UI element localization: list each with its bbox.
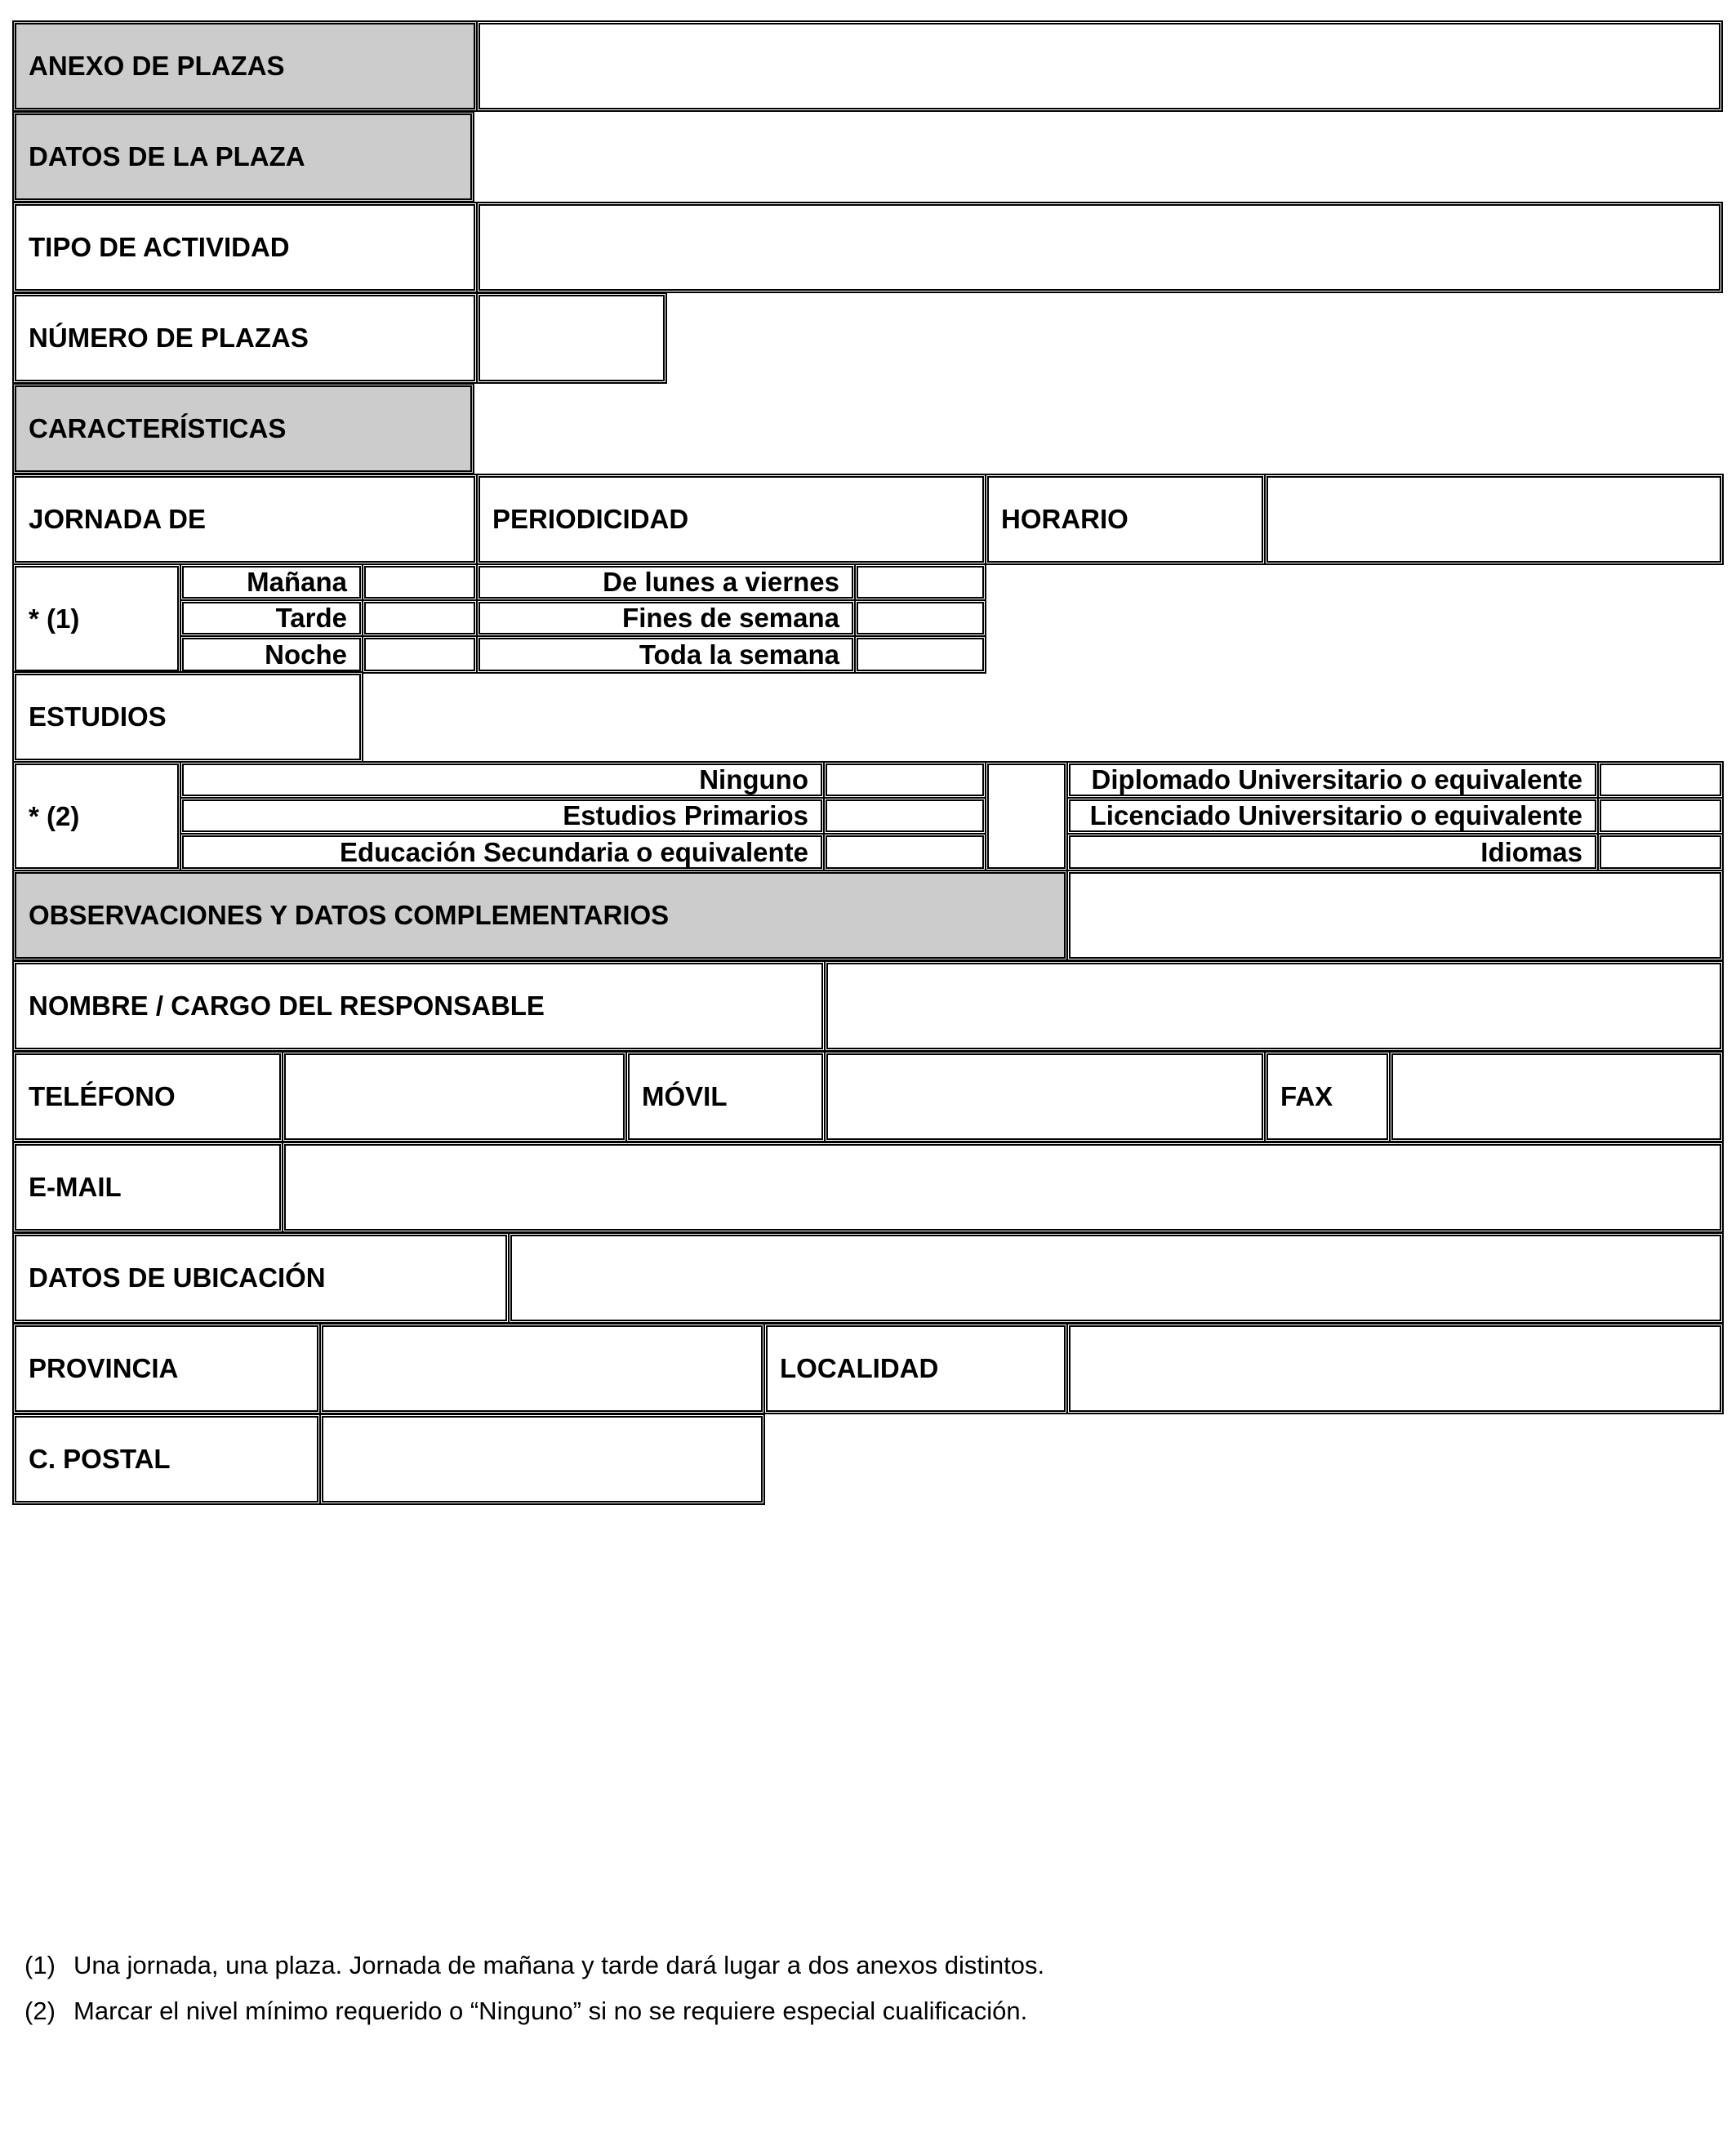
estudios-idiomas-checkbox[interactable] xyxy=(1597,833,1724,871)
estudios-primarios-checkbox[interactable] xyxy=(823,797,986,835)
localidad-label: LOCALIDAD xyxy=(780,1353,939,1383)
horario-field[interactable] xyxy=(1264,474,1724,565)
footnote-1 xyxy=(24,1951,1044,1980)
estudios-option-licenciado-label: Licenciado Universitario o equivalente xyxy=(1089,800,1582,830)
jornada-option-manana-label: Mañana xyxy=(247,567,347,597)
anexo-de-plazas-label: ANEXO DE PLAZAS xyxy=(29,51,285,81)
observaciones-label: OBSERVACIONES Y DATOS COMPLEMENTARIOS xyxy=(29,900,670,930)
provincia-field[interactable] xyxy=(319,1323,765,1414)
telefono-label: TELÉFONO xyxy=(29,1081,176,1111)
periodicidad-option-toda-semana-label: Toda la semana xyxy=(639,639,839,670)
nombre-cargo-label: NOMBRE / CARGO DEL RESPONSABLE xyxy=(29,991,545,1021)
numero-plazas-field[interactable] xyxy=(476,292,667,384)
codigo-postal-field[interactable] xyxy=(319,1414,765,1505)
estudios-ninguno-checkbox[interactable] xyxy=(823,761,986,799)
caracteristicas-label: CARACTERÍSTICAS xyxy=(29,413,287,443)
codigo-postal-label: C. POSTAL xyxy=(29,1444,171,1474)
jornada-tarde-checkbox[interactable] xyxy=(362,599,478,637)
telefono-field[interactable] xyxy=(282,1051,627,1142)
periodicidad-label: PERIODICIDAD xyxy=(492,504,689,534)
estudios-diplomado-checkbox[interactable] xyxy=(1597,761,1724,799)
periodicidad-fines-semana-checkbox[interactable] xyxy=(854,599,986,637)
datos-de-la-plaza-label: DATOS DE LA PLAZA xyxy=(29,141,305,171)
estudios-option-ninguno-label: Ninguno xyxy=(699,764,808,795)
periodicidad-option-fines-semana-label: Fines de semana xyxy=(622,603,839,633)
provincia-label: PROVINCIA xyxy=(29,1353,179,1383)
estudios-option-secundaria-label: Educación Secundaria o equivalente xyxy=(339,836,808,867)
fax-label: FAX xyxy=(1280,1081,1333,1111)
note-2-marker: * (2) xyxy=(29,800,80,831)
tipo-actividad-label: TIPO DE ACTIVIDAD xyxy=(29,232,290,262)
localidad-field[interactable] xyxy=(1066,1323,1724,1414)
footnote-2-number: (2) xyxy=(24,1997,56,2025)
datos-ubicacion-field[interactable] xyxy=(508,1232,1724,1324)
estudios-option-primarios-label: Estudios Primarios xyxy=(563,800,808,830)
email-field[interactable] xyxy=(282,1142,1724,1233)
jornada-manana-checkbox[interactable] xyxy=(362,563,478,601)
jornada-option-noche-label: Noche xyxy=(265,639,347,670)
movil-label: MÓVIL xyxy=(642,1081,728,1111)
email-label: E-MAIL xyxy=(29,1172,122,1202)
periodicidad-toda-semana-checkbox[interactable] xyxy=(854,635,986,674)
periodicidad-option-lunes-viernes-label: De lunes a viernes xyxy=(603,567,839,597)
estudios-option-idiomas-label: Idiomas xyxy=(1480,836,1582,867)
estudios-licenciado-checkbox[interactable] xyxy=(1597,797,1724,835)
observaciones-field[interactable] xyxy=(1066,870,1724,961)
jornada-option-tarde-label: Tarde xyxy=(275,603,347,633)
jornada-label: JORNADA DE xyxy=(29,504,206,534)
anexo-de-plazas-field[interactable] xyxy=(476,20,1723,112)
fax-field[interactable] xyxy=(1389,1051,1724,1142)
numero-plazas-label: NÚMERO DE PLAZAS xyxy=(29,323,309,353)
footnote-2-text: Marcar el nivel mínimo requerido o “Ninguno” si no se requiere especial cualificación. xyxy=(73,1997,1028,2025)
footnote-2 xyxy=(24,1997,1027,2026)
datos-ubicacion-label: DATOS DE UBICACIÓN xyxy=(29,1262,326,1293)
estudios-spacer-cell xyxy=(985,761,1068,871)
nombre-cargo-field[interactable] xyxy=(824,960,1724,1052)
horario-label: HORARIO xyxy=(1001,504,1128,534)
footnote-1-text: Una jornada, una plaza. Jornada de mañana y tarde dará lugar a dos anexos distintos. xyxy=(73,1951,1045,1979)
estudios-label: ESTUDIOS xyxy=(29,701,167,732)
note-1-marker: * (1) xyxy=(29,603,80,634)
jornada-noche-checkbox[interactable] xyxy=(362,635,478,674)
periodicidad-lunes-viernes-checkbox[interactable] xyxy=(854,563,986,601)
tipo-actividad-field[interactable] xyxy=(476,202,1723,293)
footnote-1-number: (1) xyxy=(24,1951,56,1979)
movil-field[interactable] xyxy=(824,1051,1266,1142)
estudios-option-diplomado-label: Diplomado Universitario o equivalente xyxy=(1091,764,1582,795)
estudios-secundaria-checkbox[interactable] xyxy=(823,833,986,871)
